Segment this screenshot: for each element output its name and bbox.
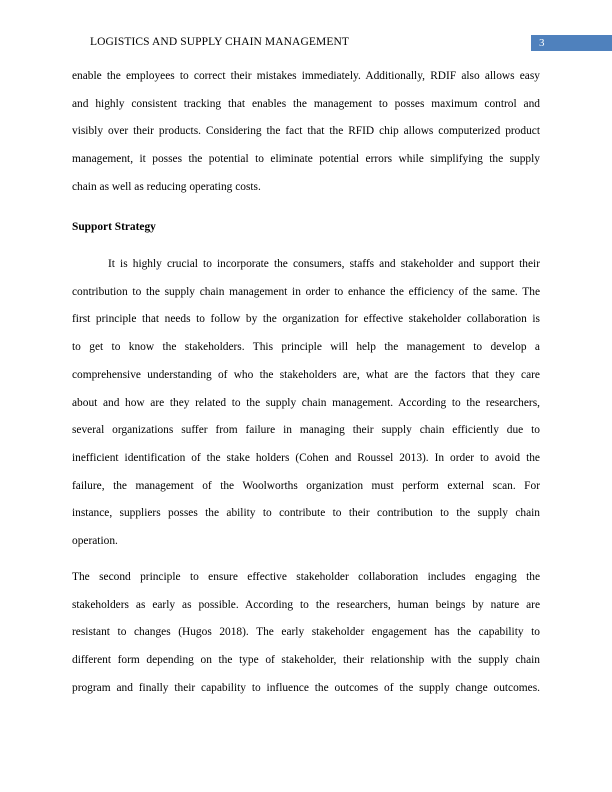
section-heading: Support Strategy [72,221,156,233]
text-line: enable the employees to correct their mistakes immediately. Additionally, RDIF also allows easy [72,70,540,82]
text-line: inefficient identification of the stake holders (Cohen and Roussel 2013). In order to avoid the [72,451,540,464]
text-line: contribution to the supply chain management in order to enhance the efficiency of the same. The [72,285,540,298]
page-number-badge: 3 [531,35,612,51]
text-line: and highly consistent tracking that enables the management to posses maximum control and [72,97,540,110]
text-line: resistant to changes (Hugos 2018). The early stakeholder engagement has the capability to [72,626,540,639]
text-line: stakeholders as early as possible. According to the researchers, human beings by nature are [72,598,540,611]
text-line: operation. [72,535,118,548]
text-line: to get to know the stakeholders. This principle will help the management to develop a [72,341,540,354]
header-title: LOGISTICS AND SUPPLY CHAIN MANAGEMENT [90,36,349,48]
text-line: management, it posses the potential to eliminate potential errors while simplifying the supply [72,153,540,166]
text-line: about and how are they related to the supply chain management. According to the researchers, [72,396,540,409]
text-line: comprehensive understanding of who the stakeholders are, what are the factors that they care [72,368,540,381]
text-line: It is highly crucial to incorporate the consumers, staffs and stakeholder and support their [108,258,540,270]
text-line: failure, the management of the Woolworths organization must perform external scan. For [72,479,540,492]
text-line: first principle that needs to follow by the organization for effective stakeholder collaboration is [72,313,540,326]
text-line: program and finally their capability to influence the outcomes of the supply change outcomes. [72,681,540,694]
text-line: instance, suppliers posses the ability to contribute to their contribution to the supply chain [72,507,540,520]
text-line: several organizations suffer from failure in managing their supply chain efficiently due to [72,424,540,437]
paragraph-rfid [72,63,540,202]
text-line: The second principle to ensure effective stakeholder collaboration includes engaging the [72,571,540,583]
paragraph-first-principle [72,251,540,556]
text-line: chain as well as reducing operating costs. [72,180,261,193]
text-line: visibly over their products. Considering the fact that the RFID chip allows computerized product [72,125,540,138]
paragraph-second-principle [72,564,540,703]
text-line: different form depending on the type of stakeholder, their relationship with the supply chain [72,654,540,667]
